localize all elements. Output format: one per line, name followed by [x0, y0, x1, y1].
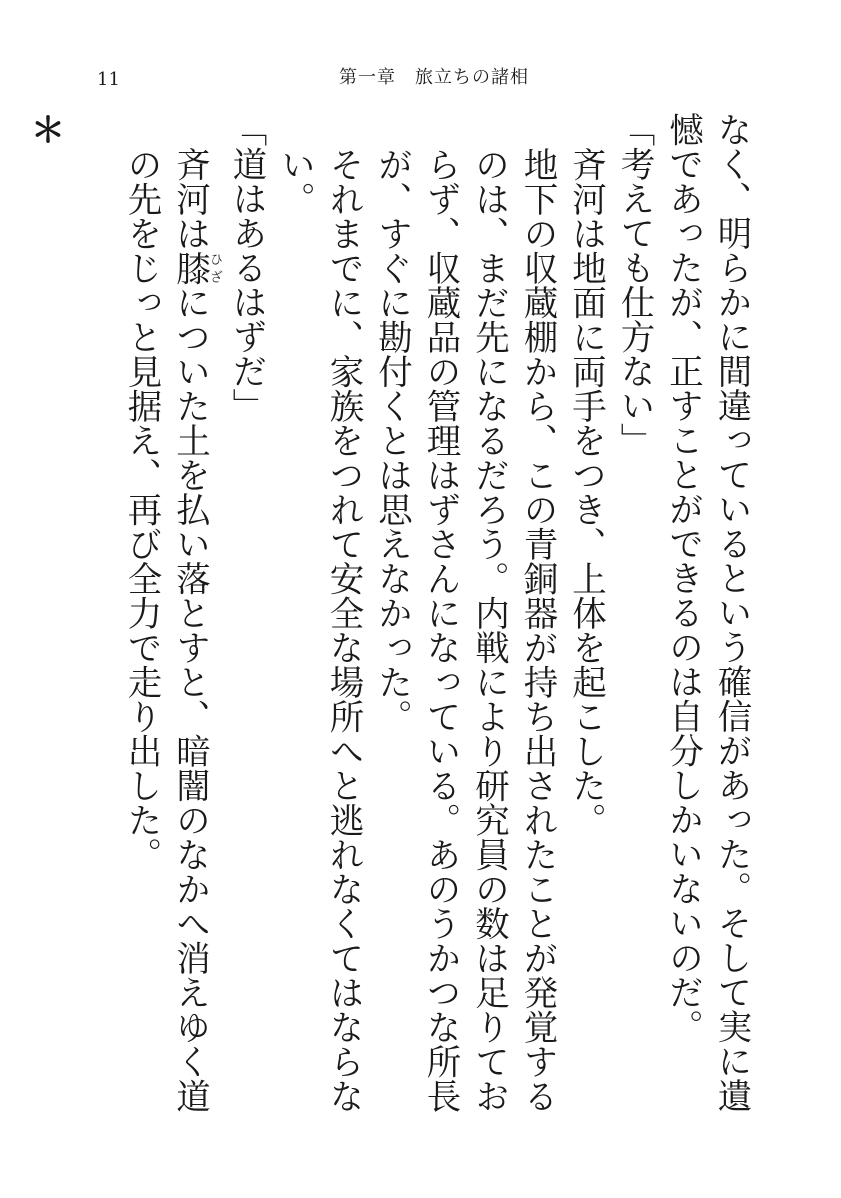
- paragraph: なく、明らかに間違っているという確信があった。そして実に遺憾であったが、正すことができるのは自分しかいないのだ。: [662, 112, 751, 1113]
- dialogue-line: 「考えても仕方ない」: [614, 112, 654, 457]
- ruby-word: [169, 250, 222, 286]
- text-run: 斉河は: [169, 147, 210, 251]
- paragraph: 斉河は地面に両手をつき、上体を起こした。: [565, 147, 606, 837]
- vertical-text-body: [24, 112, 755, 1132]
- paragraph: 地下の収蔵棚から、この青銅器が持ち出されたことが発覚するのは、まだ先になるだろう。内戦により研究員の数は足りておらず、収蔵品の管理はずさんになっている。あのうかつな所長が、すぐに勘付くとは思えなかった。: [371, 147, 557, 1113]
- running-header: 第一章 旅立ちの諸相: [339, 67, 529, 88]
- ruby-reading: ひざ: [207, 250, 222, 285]
- paragraph: [117, 112, 222, 1132]
- text-run: についた土を払い落とすと、暗闇のなかへ消えゆく道の先をじっと見据え、再び全力で走り出した。: [121, 147, 210, 1113]
- ruby-base: 膝: [169, 250, 210, 285]
- page-number: 11: [97, 69, 120, 90]
- dialogue-line: 「道はあるはずだ」: [226, 112, 266, 423]
- paragraph: それまでに、家族をつれて安全な場所へと逃れなくてはならない。: [274, 147, 363, 1113]
- scene-break-asterisk: ＊: [24, 112, 64, 147]
